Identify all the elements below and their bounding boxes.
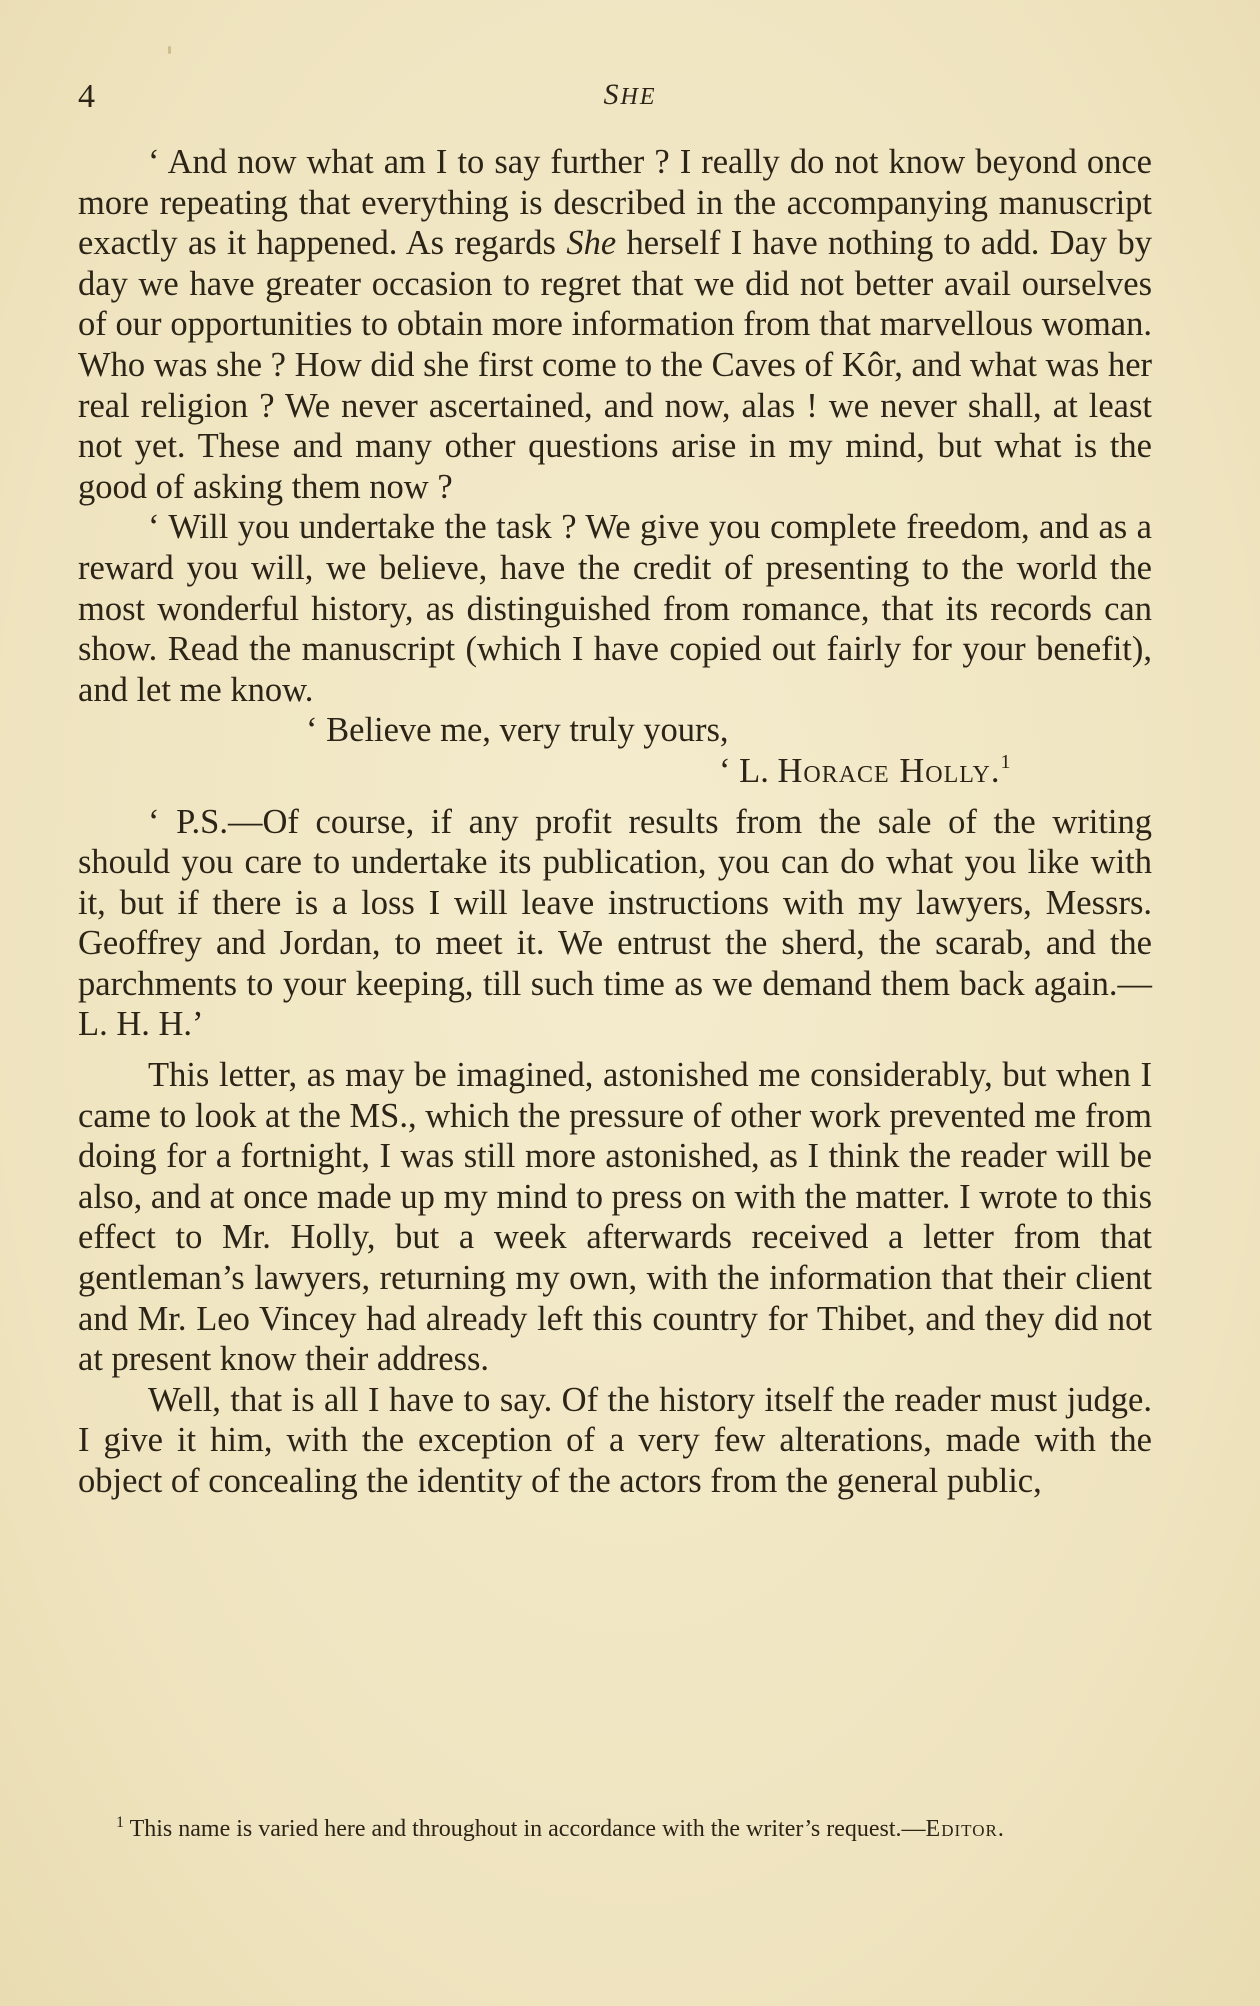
signature-prefix: ‘ L. [719, 751, 769, 790]
italic-she: She [566, 224, 617, 263]
paragraph-narrative-2: Well, that is all I have to say. Of the history itself the reader must judge. I give it him, with the exception of a very few alterations, made with the object of concealing the identity of the actors from the general public, [78, 1380, 1152, 1500]
paragraph-text-continued: herself I have nothing to add. Day by day we have greater occasion to regret that we did not better avail ourselves of our opportunities to obtain more information from that marvellous woman. Who was she ? How did she first come to the Caves of Kôr, and what was her real religion ? We never ascertained, and now, alas ! we never shall, at least not yet. These and many other questions arise in my mind, but what is the good of asking them now ? [78, 224, 1153, 506]
footnote-body: This name is varied here and throughout in accordance with the writer’s request.— [129, 1816, 926, 1842]
footnote [78, 1814, 1152, 1844]
footnote-reference: 1 [1000, 750, 1011, 773]
footnote-editor: Editor. [925, 1816, 1005, 1842]
page-header [0, 78, 1260, 128]
footnote-mark: 1 [116, 1814, 124, 1831]
page-number: 4 [78, 78, 95, 115]
running-title-initial: S [603, 78, 621, 111]
body-text [78, 142, 1152, 1502]
sign-off: ‘ Believe me, very truly yours, [306, 711, 729, 750]
paragraph-letter-1 [78, 142, 1152, 507]
paragraph-letter-2: ‘ Will you undertake the task ? We give you complete freedom, and as a reward you will, we believe, have the credit of presenting to the world the most wonderful history, as distinguished from romance, that its records can show. Read the manuscript (which I have copied out fairly for your benefit), and let me know. [78, 508, 1152, 709]
signature [78, 751, 1152, 792]
running-title [0, 78, 1260, 112]
paragraph-narrative-1: This letter, as may be imagined, astonished me considerably, but when I came to look at the MS., which the pressure of other work prevented me from doing for a fortnight, I was still more astonished, as I think the reader will be also, and at once made up my mind to press on with the matter. I wrote to this effect to Mr. Holly, but a week afterwards received a letter from that gentleman’s lawyers, returning my own, with the information that their client and Mr. Leo Vincey had already left this country for Thibet, and they did not at present know their address. [78, 1056, 1152, 1379]
paragraph-text: ‘ And now what am I to say further ? I really do not know beyond once more repeating that everything is described in the accompanying manuscript exactly as it happened. As regards [78, 143, 1152, 263]
footnote-text [78, 1814, 1152, 1844]
signature-name: Horace Holly. [777, 751, 1001, 790]
postscript: ‘ P.S.—Of course, if any profit results from the sale of the writing should you care to undertake its publication, you can do what you like with it, but if there is a loss I will leave instructions with my lawyers, Messrs. Geoffrey and Jordan, to meet it. We entrust the sherd, the scarab, and the parchments to your keeping, till such time as we demand them back again.—L. H. H.’ [78, 802, 1152, 1044]
running-title-rest: HE [620, 84, 657, 110]
paper-speck [168, 46, 171, 54]
